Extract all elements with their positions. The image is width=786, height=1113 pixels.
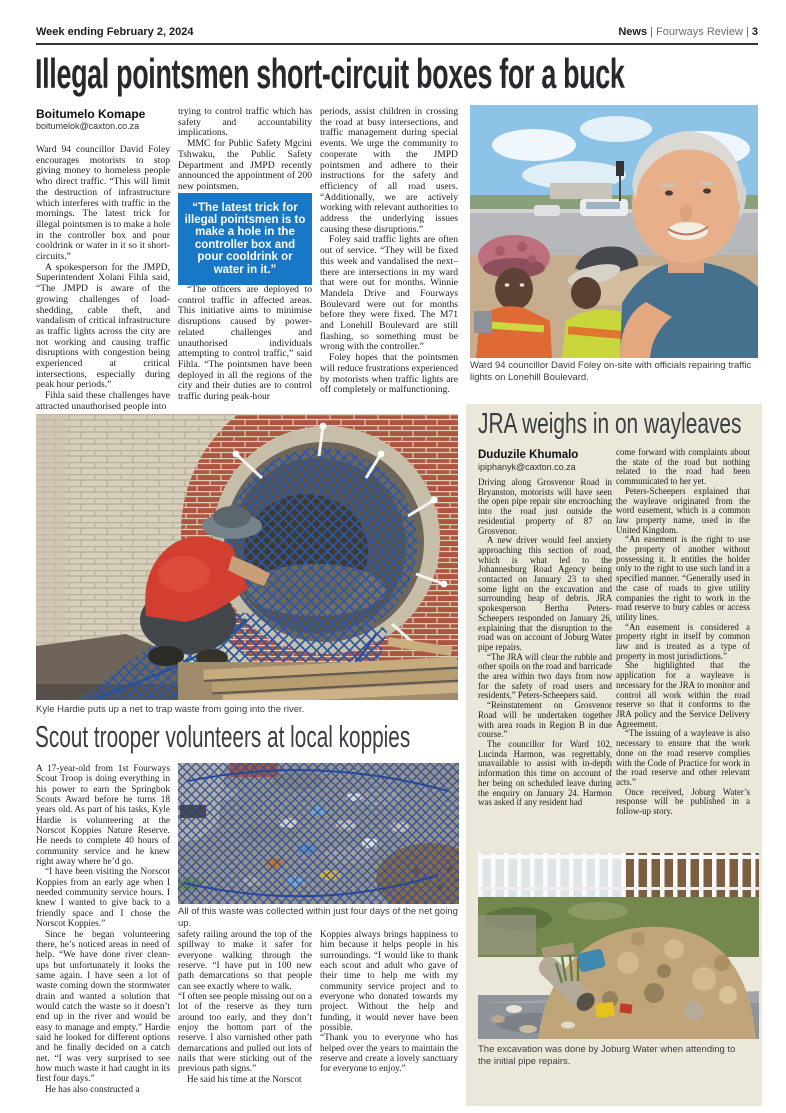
paragraph: Koppies always brings happiness to him because it helps people in his surroundings. “I would like to thank each scout and adult who gave of their time to help me with my community service project and to everyone who donated towards my project. Without the help and funding, it would never have been possible.	[320, 930, 458, 1034]
masthead-divider2: |	[745, 26, 749, 38]
paragraph: Foley hopes that the pointsmen will reduce frustrations experienced by motorists when traffic lights are off completely or malfunctioning.	[320, 352, 458, 396]
jra-column-2	[616, 448, 750, 817]
paragraph: Foley said traffic lights are often out of service. “They will be fixed this week and vandalised the next–there are intersections in my ward that were out for months. Winnie Mandela Drive and Fourways Boulevard were out for months before they were fixed. The M71 and Lonehill Boulevard are still flashing, so something must be wrong with the controller.”	[320, 234, 458, 353]
river-photo-caption: Kyle Hardie puts up a net to trap waste from going into the river.	[36, 704, 305, 715]
main-article-column-3	[320, 107, 458, 396]
paragraph: come forward with complaints about the state of the road but nothing related to the road had been communicated to her yet.	[616, 447, 750, 487]
author-name: Duduzile Khumalo	[478, 449, 579, 461]
paragraph: safety railing around the top of the spillway to make it safer for everyone walking through the reserve. “I have put in 100 new path demarcations so that people can see exactly where to walk.	[178, 930, 312, 992]
traffic-photo-caption: Ward 94 councillor David Foley on-site with officials repairing traffic lights on Lonehill Boulevard.	[470, 360, 752, 383]
paragraph: “The issuing of a wayleave is also necessary to ensure that the work done on the road reserve complies with the Code of Practice for work in the road reserve and other relevant acts.”	[616, 728, 750, 787]
waste-photo-caption: All of this waste was collected within just four days of the net going up.	[178, 906, 458, 929]
masthead	[36, 24, 758, 45]
author-name: Boitumelo Komape	[36, 107, 146, 121]
author-email: boitumelok@caxton.co.za	[36, 121, 140, 131]
masthead-page-number: 3	[751, 26, 758, 38]
paragraph: “The JRA will clear the rubble and other spoils on the road and barricade the area within two days from now for the safety of road users and residents,” Peters-Scheepers said.	[478, 651, 612, 701]
paragraph: periods, assist children in crossing the road at busy intersections, and traffic management during special events. We urge the community to cooperate with the JMPD pointsmen and adhere to their instructions for the safety and efficiency of all road users. “Additionally, we are actively working with relevant authorities to address the underlying issues causing these disruptions.”	[320, 106, 458, 235]
paragraph: The councillor for Ward 102, Lucinda Harmon, was regrettably, unavailable to assist with in-depth information this time on account of her being on scheduled leave during the enquiry on January 24. Harmon was asked if any resident had	[478, 738, 612, 808]
pull-quote: “The latest trick for illegal pointsmen is to make a hole in the controller box and pour cooldrink or water in it.”	[178, 193, 312, 285]
paragraph: Peters-Scheepers explained that the wayleave originated from the word easement, which is a common law property name, used in the United Kingdom.	[616, 485, 750, 535]
masthead-divider: |	[650, 26, 654, 38]
photo-river-net	[36, 414, 458, 700]
scout-headline: Scout trooper volunteers at local koppies	[35, 719, 411, 754]
paragraph: Fihla said these challenges have attracted unauthorised people into	[36, 390, 170, 412]
scout-column-1	[36, 764, 170, 1095]
jra-column-1	[478, 478, 612, 808]
paragraph: He said his time at the Norscot	[187, 1074, 302, 1085]
paragraph: MMC for Public Safety Mgcini Tshwaku, the Public Safety Department and JMPD recently announced the appointment of 200 new pointsmen.	[178, 138, 312, 192]
paragraph: “Thank you to everyone who has helped over the years to maintain the reserve and create a lovely sanctuary for everyone to enjoy.”	[320, 1033, 458, 1075]
photo-traffic-selfie	[470, 105, 758, 358]
main-article-column-1	[36, 107, 170, 413]
paragraph: She highlighted that the application for a wayleave is necessary for the JRA to monitor and control all work within the road reserve so that it conforms to the JRA policy and the Service Delivery Agreement.	[616, 660, 750, 729]
jra-byline	[478, 448, 612, 473]
excavation-photo-caption: The excavation was done by Joburg Water when attending to the initial pipe repairs.	[478, 1044, 736, 1067]
paragraph: He has also constructed a	[45, 1084, 140, 1095]
paragraph: A spokesperson for the JMPD, Superintendent Xolani Fihla said, “The JMPD is aware of the growing challenges of load-shedding, cable theft, and vandalism of critical infrastructure as traffic lights across the city are not working and causing traffic disruptions with congestion being experienced at critical intersections, especially during peak hour periods.”	[36, 261, 170, 391]
jra-headline: JRA weighs in on wayleaves	[478, 408, 742, 440]
paragraph: “I have been visiting the Norscot Koppies from an early age when I needed community service hours. I knew I wanted to give back to a friendly space and I chose the Norscot Koppies.”	[36, 867, 170, 930]
main-article-byline	[36, 107, 170, 132]
paragraph: A 17-year-old from 1st Fourways Scout Troop is doing everything in his power to earn the Springbok Scouts Award before he turns 18 years old. As part of his tasks, Kyle Hardie is volunteering at the Norscot Koppies Nature Reserve. He needs to complete 40 hours of community service and he knew right away where he’d go.	[36, 764, 170, 868]
masthead-section: News	[618, 26, 648, 38]
main-article-column-2	[178, 107, 312, 403]
masthead-publication: Fourways Review	[656, 26, 743, 38]
scout-column-3	[320, 930, 458, 1075]
photo-waste-net	[178, 763, 459, 904]
paragraph: Ward 94 councillor David Foley encourages motorists to stop giving money to homeless people who direct traffic. “This will limit the destruction of infrastructure which interferes with traffic in the mornings. The latest trick for illegal pointsmen is to make a hole in the controller box and pour cooldrink or water in it so it short-circuits.”	[36, 144, 170, 263]
paragraph: “The officers are deployed to control traffic in affected areas. This initiative aims to minimise disruptions caused by power-related challenges and unauthorised individuals attempting to control traffic,” said Fihla. “The pointsmen have been deployed in all the regions of the city and their duties are to control traffic during peak-hour	[178, 284, 312, 403]
scout-column-2	[178, 930, 312, 1085]
masthead-right	[618, 24, 758, 40]
paragraph: trying to control traffic which has safety and accountability implications.	[178, 106, 312, 139]
paragraph: “I often see people missing out on a lot of the reserve as they turn around too early, and they don’t enjoy the bottom part of the reserve. I also varnished other path demarcations and pulled out lots of nails that were sticking out of the previous path signs.”	[178, 992, 312, 1075]
masthead-date: Week ending February 2, 2024	[36, 26, 194, 38]
paragraph: Since he began volunteering there, he’s noticed areas in need of help. “We have done river clean-ups but unfortunately it looks the same again. I have seen a lot of waste coming down the stormwater drain and wanted a solution that would catch the waste so it doesn’t end up in the river and would be easy to manage and empty.” Hardie said he looked for different options and he finally decided on a catch net. “I was very surprised to see how much waste it had caught in its first four days.”	[36, 929, 170, 1085]
main-headline: Illegal pointsmen short-circuit boxes for a buck	[35, 50, 625, 97]
paragraph: A new driver would feel anxiety approaching this section of road, which is what led to the Johannesburg Road Agency being contacted on January 23 to shed some light on the excavation and surrounding heap of debris. JRA spokesperson Bertha Peters-Scheepers responded on January 26, explaining that the disruption to the road was on account of Joburg Water pipe repairs.	[478, 535, 612, 652]
paragraph: “An easement is the right to use the property of another without possessing it. It entitles the holder only to the right to use such land in a specified manner. “Generally used in the case of roads to give utility companies the right to work in the road reserve to bury cables or access utility lines.	[616, 534, 750, 622]
paragraph: “Reinstatement on Grosvenor Road will be undertaken together with area roads in Region B in due course.”	[478, 700, 612, 740]
photo-excavation	[478, 853, 759, 1039]
paragraph: “An easement is considered a property right in itself by common law and is treated as a type of property in most jurisdictions.”	[616, 621, 750, 661]
author-email: ipiphanyk@caxton.co.za	[478, 462, 576, 472]
paragraph: Once received, Joburg Water’s response will be published in a follow-up story.	[616, 786, 750, 817]
paragraph: Driving along Grosvenor Road in Bryanston, motorists will have seen the open pipe repair site encroaching into the road just outside the residential property of 87 on Grosvenor.	[478, 477, 612, 536]
